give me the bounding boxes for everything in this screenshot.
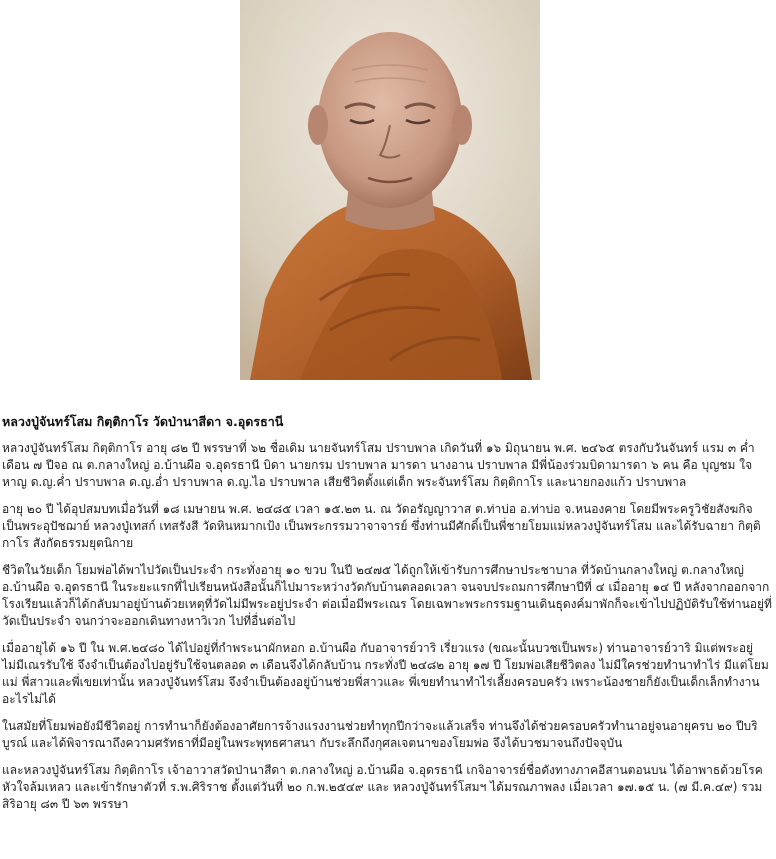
article-paragraph: หลวงปู่จันทร์โสม กิตฺติกาโร อายุ ๘๒ ปี พรรษาที่ ๖๒ ชื่อเดิม นายจันทร์โสม ปราบพาล เกิดวันที่ ๑๖ มิถุนายน พ.ศ. ๒๔๖๕ ตรงกับวันจันทร์ แรม ๓ ค่ำ เดือน ๗ ปีจอ ณ ต.กลางใหญ่ อ.บ้านผือ จ.อุดรธานี บิดา นายกรม ปราบพาล มารดา นางอาน ปราบพาล มีพี่น้องร่วมบิดามารดา ๖ คน คือ บุญชม ใจหาญ ด.ญ.ค่ำ ปราบพาล ด.ญ.อ่ำ ปราบพาล ด.ญ.ไอ ปราบพาล เสียชีวิตตั้งแต่เด็ก พระจันทร์โสม กิตฺติกาโร และนายกองแก้ว ปราบพาล — [2, 441, 755, 489]
article-paragraph: ชีวิตในวัยเด็ก โยมพ่อได้พาไปวัดเป็นประจำ กระทั่งอายุ ๑๐ ขวบ ในปี ๒๔๗๕ ได้ถูกให้เข้ารับการศึกษาประชาบาล ที่วัดบ้านกลางใหญ่ ต.กลางใหญ่ อ.บ้านผือ จ.อุดรธานี ในระยะแรกที่ไปเรียนหนังสือนั้นก็ไปมาระหว่างวัดกับบ้านตลอดเวลา จนจบประถมการศึกษาปีที่ ๔ เมื่ออายุ ๑๔ ปี หลังจากออกจากโรงเรียนแล้วก็ได้กลับมาอยู่บ้านด้วยเหตุที่วัดไม่มีพระอยู่ประจำ ต่อเมื่อมีพระเณร โดยเฉพาะพระกรรมฐานเดินธุดงค์มาพักก็จะเข้าไปปฏิบัติรับใช้ท่านอยู่ที่วัดเป็นประจำ จนกว่าจะออกเดินทางหาวิเวก ไปที่อื่นต่อไป — [2, 563, 772, 628]
monk-portrait-photo — [240, 0, 540, 380]
article-title: หลวงปู่จันทร์โสม กิตฺติกาโร วัดป่านาสีดา จ.อุดรธานี — [2, 414, 284, 429]
article-paragraph: และหลวงปู่จันทร์โสม กิตฺติกาโร เจ้าอาวาสวัดป่านาสีดา ต.กลางใหญ่ อ.บ้านผือ จ.อุดรธานี เกจิอาจารย์ชื่อดังทางภาคอีสานตอนบน ได้อาพาธด้วยโรคหัวใจล้มเหลว และเข้ารักษาตัวที่ ร.พ.ศิริราช ตั้งแต่วันที่ ๒๐ ก.พ.๒๕๔๙ และ หลวงปู่จันทร์โสมฯ ได้มรณภาพลง เมื่อเวลา ๑๗.๑๕ น. (๗ มี.ค.๔๙) รวมสิริอายุ ๘๓ ปี ๖๓ พรรษา — [2, 763, 763, 811]
article-paragraph: ในสมัยที่โยมพ่อยังมีชีวิตอยู่ การทำนาก็ยังต้องอาศัยการจ้างแรงงานช่วยทำทุกปีกว่าจะแล้วเสร็จ ท่านจึงได้ช่วยครอบครัวทำนาอยู่จนอายุครบ ๒๐ ปีบริบูรณ์ และได้พิจารณาถึงความศรัทธาที่มีอยู่ในพระพุทธศาสนา กับระลึกถึงกุศลเจตนาของโยมพ่อ จึงได้บวชมาจนถึงปัจจุบัน — [2, 719, 758, 750]
portrait-illustration — [240, 0, 540, 380]
article — [2, 413, 772, 823]
article-paragraph: อายุ ๒๐ ปี ได้อุปสมบทเมื่อวันที่ ๑๘ เมษายน พ.ศ. ๒๔๘๕ เวลา ๑๕.๒๓ น. ณ วัดอรัญญาวาส ต.ท่าบ่อ อ.ท่าบ่อ จ.หนองคาย โดยมีพระครูวิชัยสังฆกิจ เป็นพระอุปัชฌาย์ หลวงปู่เทสก์ เทสรังสี วัดหินหมากเป้ง เป็นพระกรรมวาจาจารย์ ซึ่งท่านมีศักดิ์เป็นพี่ชายโยมแม่หลวงปู่จันทร์โสม และได้รับฉายา กิตฺติกาโร สังกัดธรรมยุตนิกาย — [2, 502, 761, 550]
article-paragraph: เมื่ออายุได้ ๑๖ ปี ใน พ.ศ.๒๔๘๐ ได้ไปอยู่ที่กำพระนาผักหอก อ.บ้านผือ กับอาจารย์วาริ เรี่ยวแรง (ขณะนั้นบวชเป็นพระ) ท่านอาจารย์วาริ มิแต่พระอยู่ไม่มีเณรรับใช้ จึงจำเป็นต้องไปอยู่รับใช้จนตลอด ๓ เดือนจึงได้กลับบ้าน กระทั่งปี ๒๔๘๒ อายุ ๑๗ ปี โยมพ่อเสียชีวิตลง ไม่มีใครช่วยทำนาทำไร่ มีแต่โยมแม่ พี่สาวและพี่เขยเท่านั้น หลวงปู่จันทร์โสม จึงจำเป็นต้องอยู่บ้านช่วยพี่สาวและ พี่เขยทำนาทำไร่เลี้ยงครอบครัว เพราะน้องชายก็ยังเป็นเด็กเล็กทำงานอะไรไม่ได้ — [2, 641, 769, 706]
